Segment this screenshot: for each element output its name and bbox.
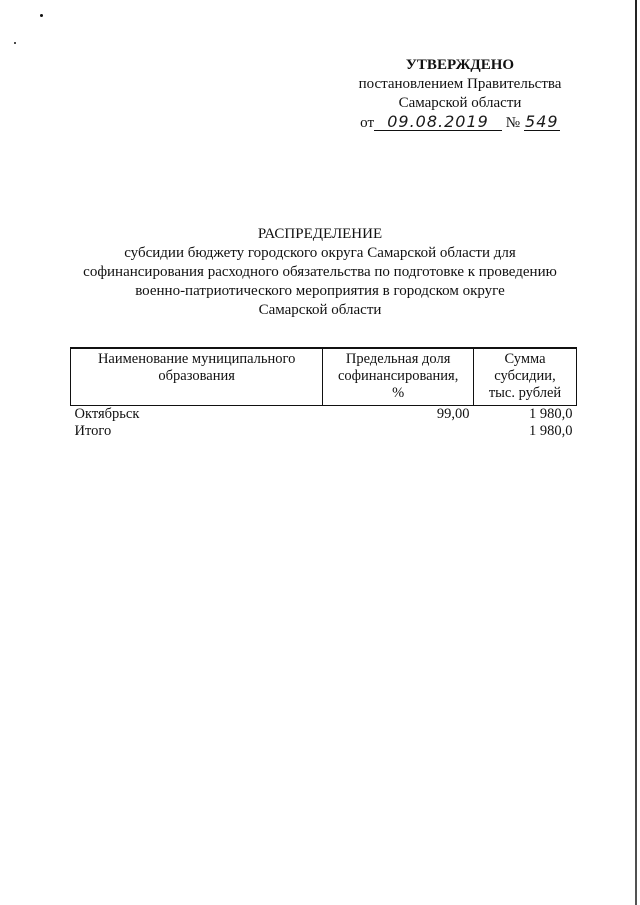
document-title: [60, 225, 580, 320]
header-text: тыс. рублей: [488, 385, 562, 401]
distribution-table: [70, 347, 577, 440]
cell-share: 99,00: [436, 406, 470, 422]
approval-line: Самарской области: [398, 95, 522, 111]
table-row: [71, 406, 577, 424]
header-text: Сумма: [504, 351, 546, 367]
handwritten-number: 549: [525, 112, 559, 131]
header-text: Наименование муниципального: [97, 351, 296, 367]
handwritten-date: 09.08.2019: [374, 113, 502, 131]
title-line: военно-патриотического мероприятия в городском округе: [135, 283, 505, 299]
date-prefix: от: [360, 115, 375, 131]
cell-total-amount: 1 980,0: [529, 423, 573, 439]
approval-heading: УТВЕРЖДЕНО: [405, 57, 515, 73]
header-text: Предельная доля: [345, 351, 451, 367]
header-text: %: [392, 385, 405, 401]
title-line: Самарской области: [258, 302, 382, 318]
table-header-row: [71, 348, 577, 406]
title-line: софинансирования расходного обязательства по подготовке к проведению: [83, 264, 557, 280]
cell-total-label: Итого: [74, 423, 112, 439]
scan-edge: [635, 0, 637, 905]
header-text: образования: [158, 368, 235, 384]
cell-share: [323, 423, 474, 440]
scan-speck: [40, 14, 43, 17]
scan-speck: [14, 42, 16, 44]
table-total-row: [71, 423, 577, 440]
approval-line: постановлением Правительства: [358, 76, 562, 92]
title-heading: РАСПРЕДЕЛЕНИЕ: [257, 226, 383, 242]
header-text: субсидии,: [494, 368, 556, 384]
approval-date-line: [330, 113, 590, 133]
header-amount: [474, 348, 577, 406]
header-text: софинансирования,: [337, 368, 459, 384]
title-line: субсидии бюджету городского округа Самарской области для: [124, 245, 516, 261]
cell-municipality: Октябрьск: [74, 406, 140, 422]
header-share: [323, 348, 474, 406]
number-sign: №: [505, 115, 521, 131]
approval-block: [330, 56, 590, 133]
header-municipality: [71, 348, 323, 406]
cell-amount: 1 980,0: [529, 406, 573, 422]
